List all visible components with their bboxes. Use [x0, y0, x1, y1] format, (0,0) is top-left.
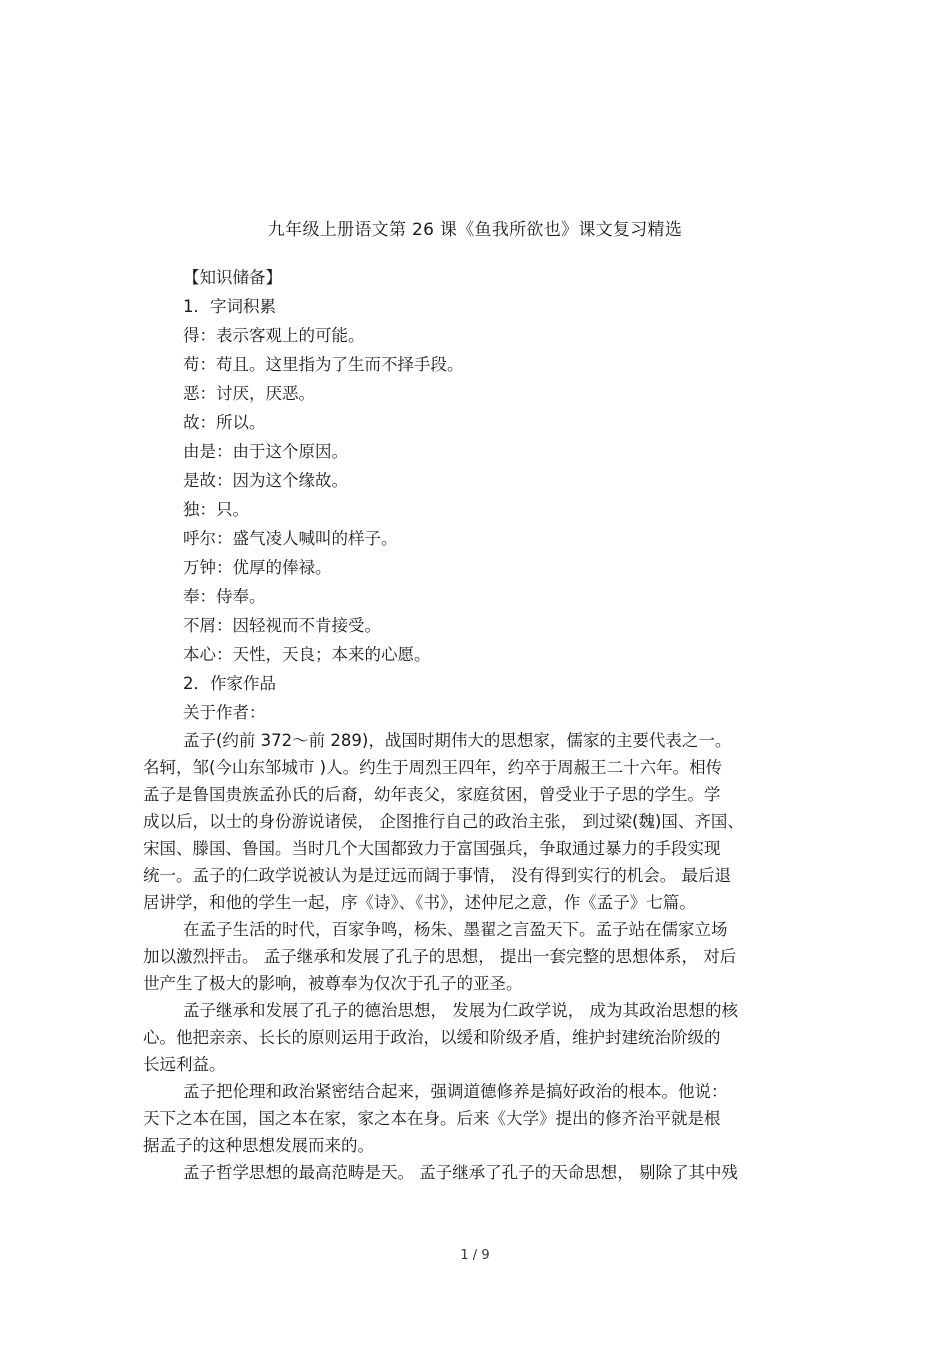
- paragraph-line: 据孟子的这种思想发展而来的。: [143, 1136, 374, 1155]
- paragraph-line: 居讲学，和他的学生一起，序《诗》、《书》，述仲尼之意，作《孟子》七篇。: [143, 893, 696, 912]
- paragraph: [143, 1078, 823, 1159]
- page-number: 1 / 9: [460, 1248, 490, 1263]
- vocab-item: 恶：讨厌，厌恶。: [183, 384, 315, 403]
- paragraph-line: 世产生了极大的影响，被尊奉为仅次于孔子的亚圣。: [143, 974, 523, 993]
- paragraph-line: 孟子(约前 372～前 289)，战国时期伟大的思想家，儒家的主要代表之一。: [183, 731, 732, 750]
- vocab-item: 由是：由于这个原因。: [183, 442, 348, 461]
- vocab-item: 独：只。: [183, 500, 249, 519]
- about-author-label: 关于作者：: [183, 703, 266, 722]
- vocab-item: 故：所以。: [183, 413, 266, 432]
- paragraph-line: 名轲，邹(今山东邹城市 )人。约生于周烈王四年，约卒于周赧王二十六年。相传: [143, 758, 723, 777]
- paragraph-line: 孟子是鲁国贵族孟孙氏的后裔，幼年丧父，家庭贫困，曾受业于子思的学生。学: [143, 785, 721, 804]
- paragraph-line: 孟子把伦理和政治紧密结合起来，强调道德修养是搞好政治的根本。他说：: [183, 1082, 728, 1101]
- vocab-item: 本心：天性，天良；本来的心愿。: [183, 645, 431, 664]
- document-title: 九年级上册语文第 26 课《鱼我所欲也》课文复习精选: [267, 220, 683, 240]
- vocab-item: 不屑：因轻视而不肯接受。: [183, 616, 381, 635]
- paragraph-line: 统一。孟子的仁政学说被认为是迂远而阔于事情， 没有得到实行的机会。 最后退: [143, 866, 731, 885]
- paragraph-line: 心。他把亲亲、长长的原则运用于政治，以缓和阶级矛盾，维护封建统治阶级的: [143, 1028, 721, 1047]
- vocab-item: 是故：因为这个缘故。: [183, 471, 348, 490]
- vocab-item: 苟：苟且。这里指为了生而不择手段。: [183, 355, 464, 374]
- paragraph: [143, 727, 823, 916]
- paragraph: [143, 997, 823, 1078]
- paragraph-line: 加以激烈抨击。 孟子继承和发展了孔子的思想， 提出一套完整的思想体系， 对后: [143, 947, 737, 966]
- vocab-item: 得：表示客观上的可能。: [183, 326, 365, 345]
- vocab-heading: 1．字词积累: [183, 297, 276, 316]
- paragraph: [143, 916, 823, 997]
- paragraph: [143, 1159, 823, 1186]
- paragraph-line: 长远利益。: [143, 1055, 226, 1074]
- paragraph-line: 在孟子生活的时代，百家争鸣，杨朱、墨翟之言盈天下。孟子站在儒家立场: [183, 920, 728, 939]
- author-heading: 2．作家作品: [183, 674, 276, 693]
- vocab-item: 呼尔：盛气凌人喊叫的样子。: [183, 529, 398, 548]
- vocab-item: 奉：侍奉。: [183, 587, 266, 606]
- vocab-item: 万钟：优厚的俸禄。: [183, 558, 332, 577]
- vocab-list: [143, 321, 823, 669]
- section-header: 【知识储备】: [183, 268, 282, 287]
- paragraph-line: 天下之本在国，国之本在家，家之本在身。后来《大学》提出的修齐治平就是根: [143, 1109, 721, 1128]
- paragraph-line: 成以后，以士的身份游说诸侯， 企图推行自己的政治主张， 到过梁(魏)国、齐国、: [143, 812, 744, 831]
- paragraph-line: 孟子哲学思想的最高范畴是天。 孟子继承了孔子的天命思想， 剔除了其中残: [183, 1163, 738, 1182]
- paragraph-line: 宋国、滕国、鲁国。当时几个大国都致力于富国强兵，争取通过暴力的手段实现: [143, 839, 721, 858]
- document-body: [143, 263, 823, 1186]
- paragraph-line: 孟子继承和发展了孔子的德治思想， 发展为仁政学说， 成为其政治思想的核: [183, 1001, 738, 1020]
